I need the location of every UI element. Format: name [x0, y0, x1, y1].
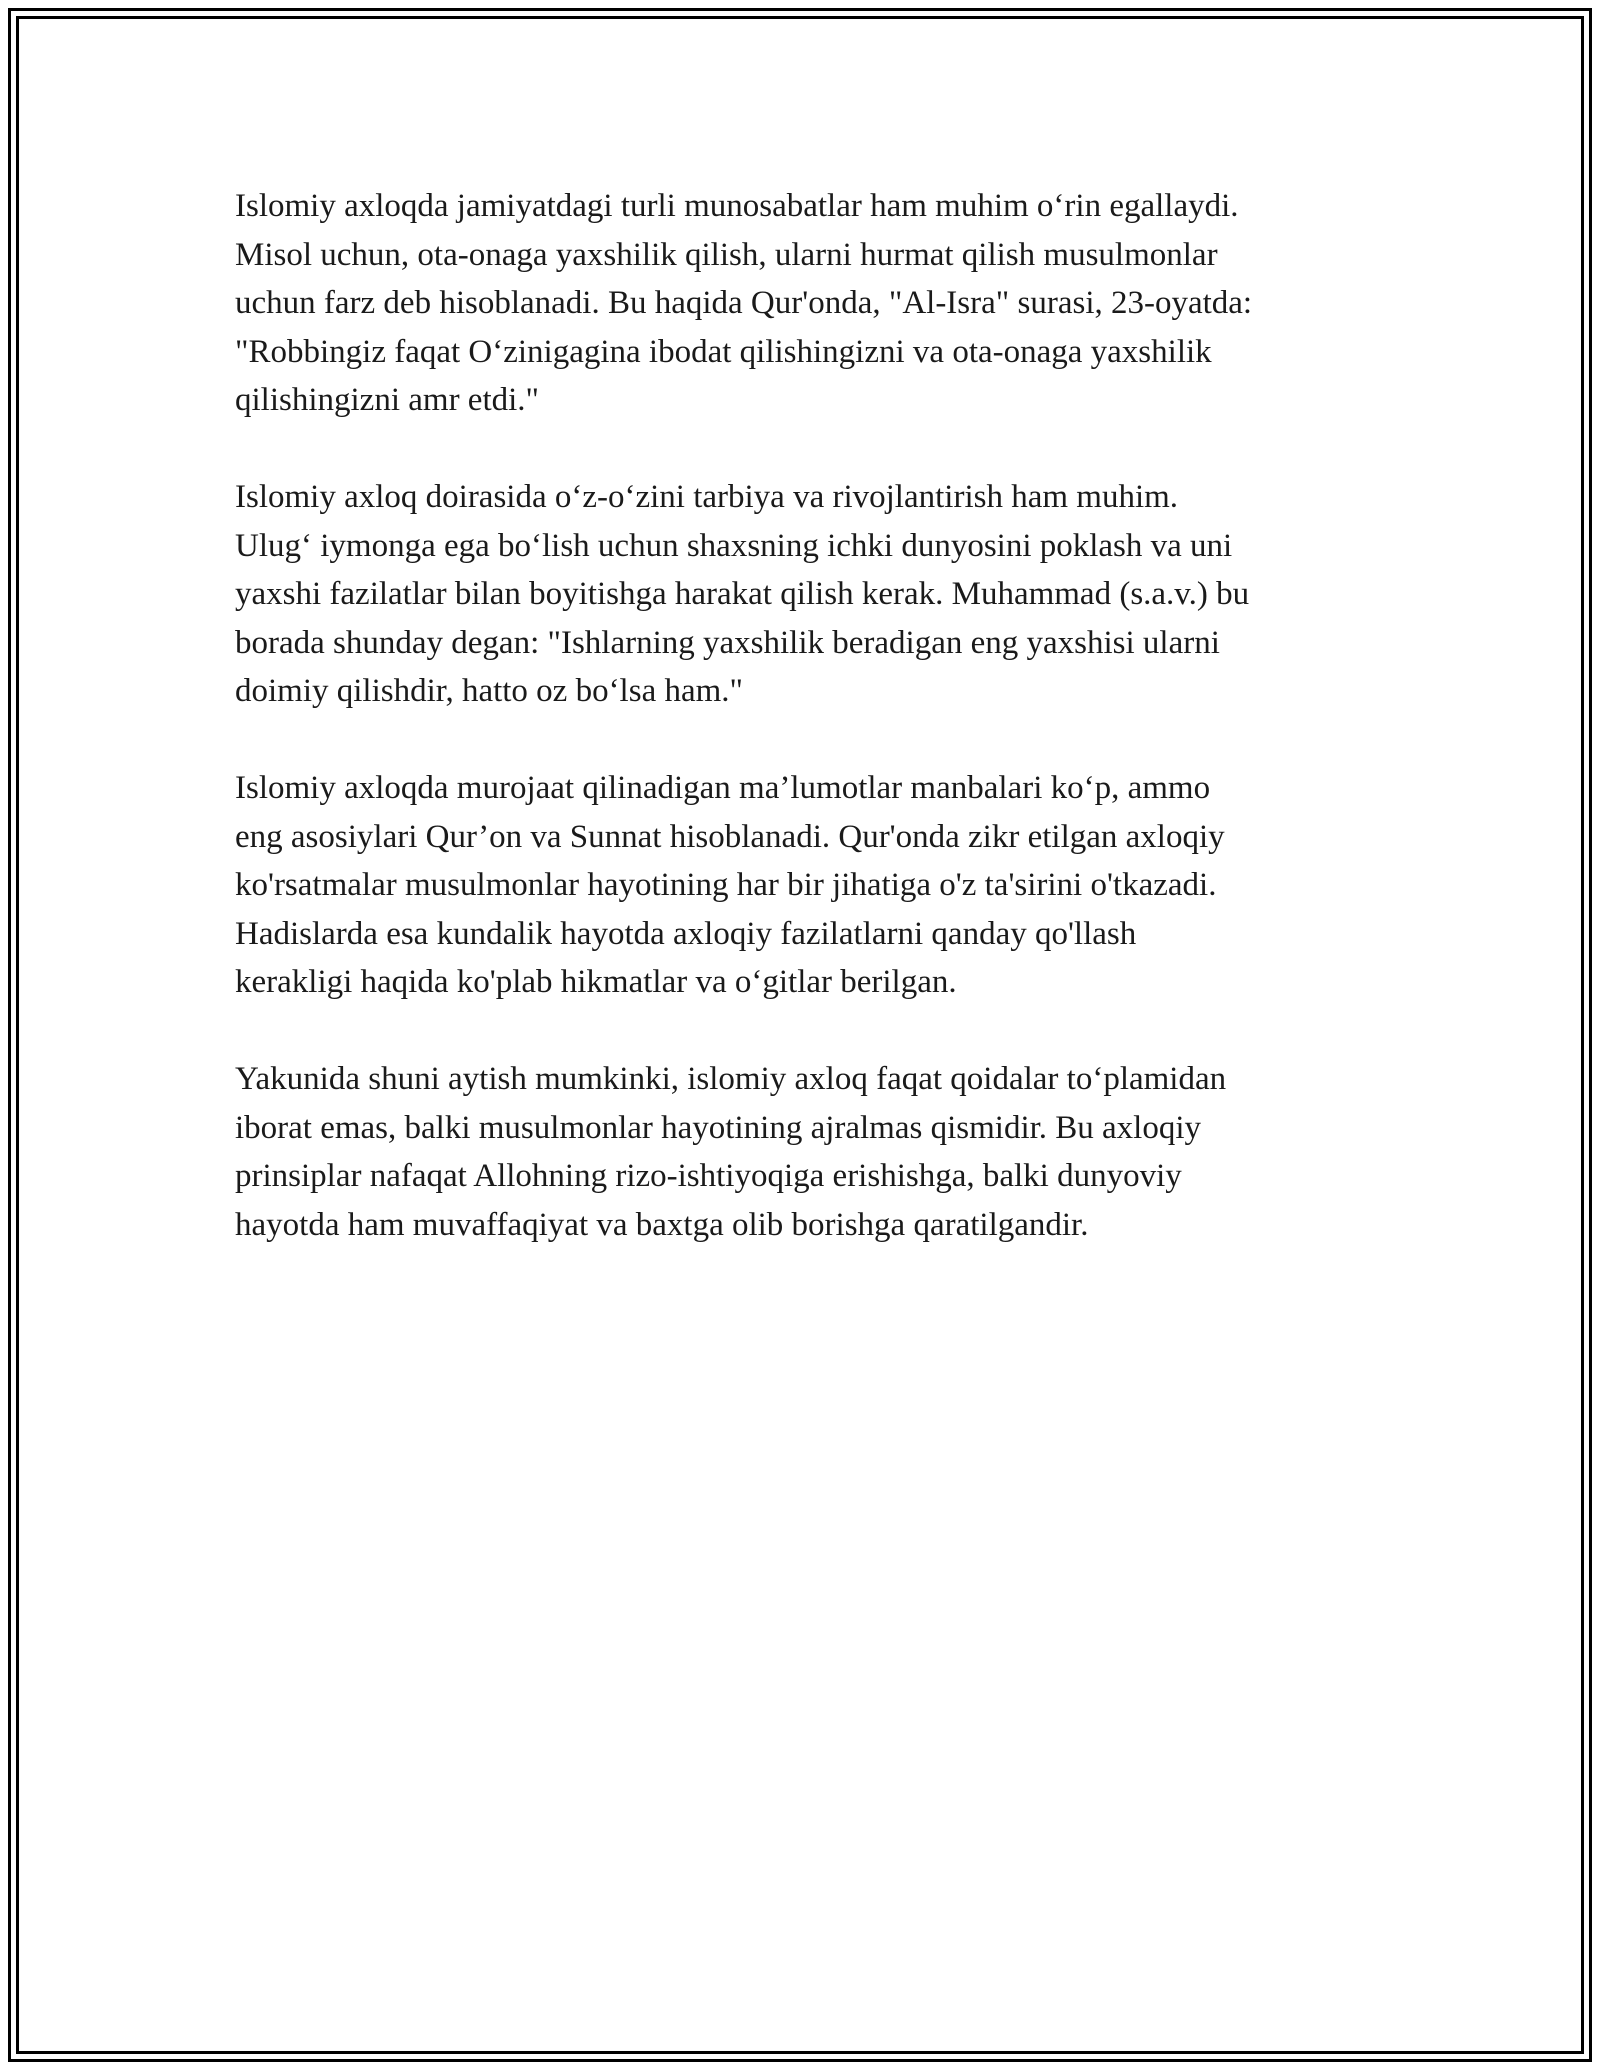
paragraph-2	[235, 473, 1375, 716]
text-line: iborat emas, balki musulmonlar hayotining ajralmas qismidir. Bu axloqiy	[235, 1109, 1202, 1146]
text-line: yaxshi fazilatlar bilan boyitishga harakat qilish kerak. Muhammad (s.a.v.) bu	[235, 576, 1250, 612]
text-line: Misol uchun, ota-onaga yaxshilik qilish, ularni hurmat qilish musulmonlar	[235, 236, 1218, 273]
text-line: prinsiplar nafaqat Allohning rizo-ishtiyoqiga erishishga, balki dunyoviy	[235, 1158, 1182, 1194]
document-body	[235, 182, 1375, 1298]
text-line: eng asosiylari Qur’on va Sunnat hisoblanadi. Qur'onda zikr etilgan axloqiy	[235, 818, 1225, 855]
text-line: Ulug‘ iymonga ega bo‘lish uchun shaxsning ichki dunyosini poklash va uni	[235, 527, 1233, 564]
text-line: qilishingizni amr etdi."	[235, 382, 540, 418]
text-line: Hadislarda esa kundalik hayotda axloqiy fazilatlarni qanday qo'llash	[235, 915, 1137, 952]
text-line: hayotda ham muvaffaqiyat va baxtga olib borishga qaratilgandir.	[235, 1206, 1089, 1243]
text-line: Islomiy axloqda jamiyatdagi turli munosabatlar ham muhim o‘rin egallaydi.	[235, 188, 1239, 224]
text-line: kerakligi haqida ko'plab hikmatlar va o‘gitlar berilgan.	[235, 964, 957, 1000]
text-line: Yakunida shuni aytish mumkinki, islomiy axloq faqat qoidalar to‘plamidan	[235, 1061, 1227, 1097]
paragraph-3	[235, 764, 1375, 1007]
text-line: borada shunday degan: "Ishlarning yaxshilik beradigan eng yaxshisi ularni	[235, 624, 1220, 661]
paragraph-1	[235, 182, 1375, 425]
text-line: Islomiy axloq doirasida o‘z-o‘zini tarbiya va rivojlantirish ham muhim.	[235, 479, 1179, 515]
text-line: ko'rsatmalar musulmonlar hayotining har bir jihatiga o'z ta'sirini o'tkazadi.	[235, 867, 1217, 903]
paragraph-4	[235, 1055, 1375, 1249]
text-line: Islomiy axloqda murojaat qilinadigan ma’lumotlar manbalari ko‘p, ammo	[235, 770, 1211, 806]
text-line: "Robbingiz faqat O‘zinigagina ibodat qilishingizni va ota-onaga yaxshilik	[235, 333, 1212, 370]
text-line: uchun farz deb hisoblanadi. Bu haqida Qur'onda, "Al-Isra" surasi, 23-oyatda:	[235, 285, 1253, 321]
text-line: doimiy qilishdir, hatto oz bo‘lsa ham."	[235, 673, 744, 709]
